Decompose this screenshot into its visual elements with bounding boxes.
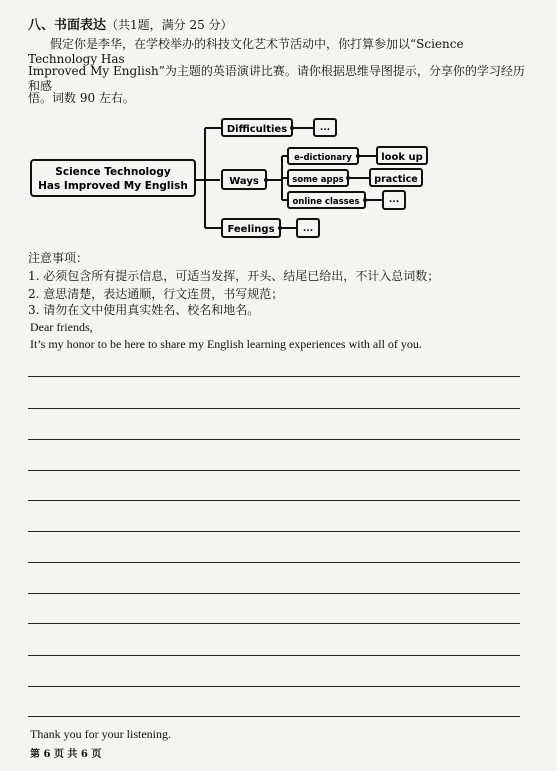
writing-line[interactable] (28, 716, 520, 717)
note-item-1: 1. 必须包含所有提示信息，可适当发挥，开头、结尾已给出，不计入总词数； (28, 269, 440, 283)
note-item-3: 3. 请勿在文中使用真实姓名、校名和地名。 (28, 303, 260, 317)
node-ways: Ways (229, 176, 259, 187)
letter-closing: Thank you for your listening. (30, 727, 171, 741)
writing-line[interactable] (28, 439, 520, 440)
writing-line[interactable] (28, 376, 520, 377)
node-practice: practice (374, 174, 418, 185)
node-feelings: Feelings (227, 224, 275, 235)
prompt-line-1: 假定你是李华，在学校举办的科技文化艺术节活动中，你打算参加以“Science Technology Has (28, 37, 464, 66)
letter-greeting: Dear friends, (30, 320, 93, 334)
node-difficulties-more: ... (319, 123, 331, 133)
center-line-2: Has Improved My English (38, 180, 188, 192)
node-e-dictionary: e-dictionary (294, 153, 352, 163)
node-look-up: look up (381, 152, 423, 163)
writing-line[interactable] (28, 593, 520, 594)
section-score: （共1题，满分 25 分） (106, 18, 233, 32)
writing-line[interactable] (28, 408, 520, 409)
section-heading: 八、书面表达 (28, 18, 107, 33)
note-item-2: 2. 意思清楚，表达通顺，行文连贯，书写规范； (28, 287, 284, 301)
writing-line[interactable] (28, 500, 520, 501)
node-difficulties: Difficulties (226, 124, 288, 135)
writing-line[interactable] (28, 531, 520, 532)
writing-line[interactable] (28, 623, 520, 624)
prompt-line-2: Improved My English”为主题的英语演讲比赛。请你根据思维导图提示，分享你的学习经历和感 (28, 64, 525, 93)
node-feelings-more: ... (302, 224, 314, 234)
writing-line[interactable] (28, 562, 520, 563)
writing-line[interactable] (28, 655, 520, 656)
node-some-apps: some apps (292, 175, 344, 185)
section-title (28, 14, 233, 33)
notes-heading: 注意事项： (28, 251, 89, 265)
letter-opening: It’s my honor to be here to share my English learning experiences with all of you. (30, 337, 422, 351)
prompt-line-3: 悟。词数 90 左右。 (28, 91, 135, 105)
mind-map (0, 112, 557, 242)
writing-line[interactable] (28, 470, 520, 471)
node-online-classes: online classes (292, 197, 360, 207)
center-line-1: Science Technology (55, 166, 171, 178)
writing-line[interactable] (28, 686, 520, 687)
page-footer: 第 6 页 共 6 页 (30, 749, 102, 760)
node-online-more: ... (388, 195, 400, 205)
